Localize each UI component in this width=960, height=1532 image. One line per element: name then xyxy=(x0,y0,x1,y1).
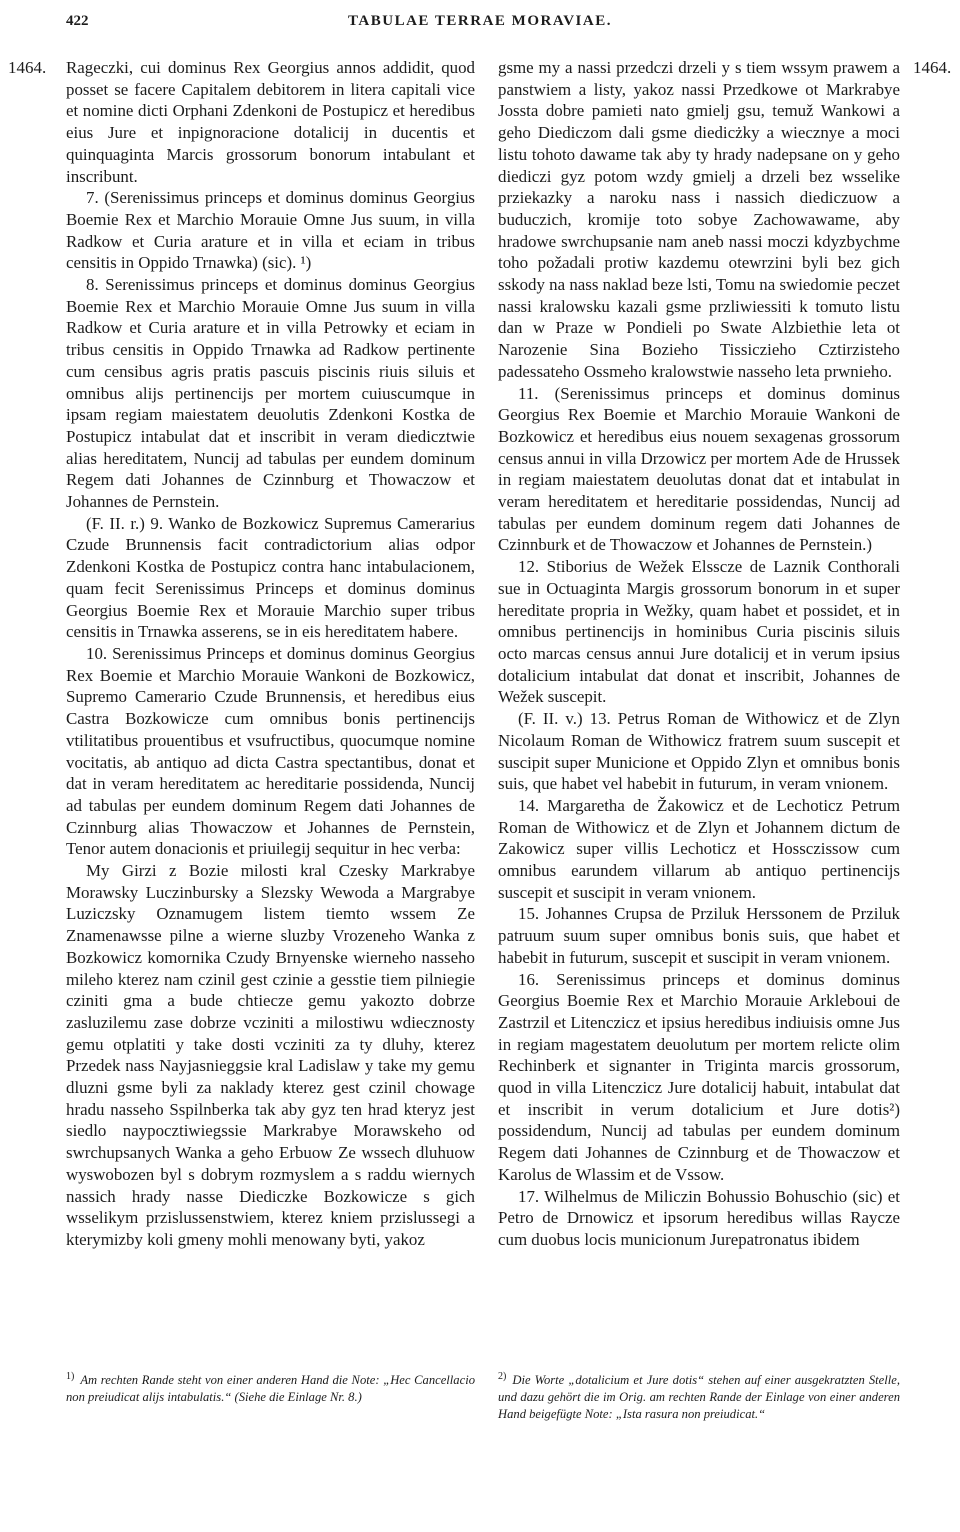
paragraph: 8. Serenissimus princeps et dominus dominus Georgius Boemie Rex et Marchio Morauie Omne Jus suum in villa Radkow et Curia arature et in villa Petrowky et eciam in tribus censitis in Oppido Trnawka ad Radkow pertinente cum censibus agris pratis pascuis piscinis riuis siluis et omnibus alijs pertinencijs per mortem cuiuscumque in ipsam regiam maiestatem deuolutis Zdenkoni Kostka de Postupicz intabulat dat et inscribit in veram diedicztwie alias hereditatem, Nuncij ad tabulas per eundem dominum Regem dati Johannes de Czinnburg et Thowaczow et Johannes de Pernstein. xyxy=(66,275,475,512)
paragraph: (F. II. v.) 13. Petrus Roman de Withowicz et de Zlyn Nicolaum Roman de Withowicz fratrem suum suscepit et suscipit super Municione et Oppido Zlyn et omnibus bonis suis, que habet vel habebit in futurum, in veram vnionem. xyxy=(498,709,900,794)
footnote-left xyxy=(66,1368,475,1406)
running-title: TABULAE TERRAE MORAVIAE. xyxy=(348,13,612,29)
paragraph: 11. (Serenissimus princeps et dominus dominus Georgius Rex Boemie et Marchio Morauie Wankoni de Bozkowicz et heredibus eius nouem sexagenas grossorum census annui in villa Drzowicz per mortem Ade de Hrussek in regiam maiestatem deuolutas donat dat et intabulat in veram hereditatem et hereditarie possidendas, Nuncij ad tabulas per eundem dominum regem dati Johannes de Czinnburk et de Thowaczow et Johannes de Pernstein.) xyxy=(498,383,900,555)
right-column xyxy=(498,57,900,1251)
paragraph: 15. Johannes Crupsa de Prziluk Herssonem de Prziluk patruum suum super omnibus bonis suis, que habet et habebit in futurum, suscepit et suscipit in veram vnionem. xyxy=(498,904,900,967)
paragraph: 14. Margaretha de Žakowicz et de Lechoticz Petrum Roman de Withowicz et de Zlyn et Johannem dictum de Zakowicz super villis Lechoticz et Hossczissow cum omnibus earundem villarum ab antiquo pertinencijs suscepit et suscipit in veram vnionem. xyxy=(498,795,900,902)
paragraph: 10. Serenissimus Princeps et dominus dominus Georgius Rex Boemie et Marchio Morauie Wankoni de Bozkowicz, Supremo Camerario Czude Brunnensis, et heredibus eius Castra Bozkowicze cum omnibus bonis pertinencijs vtilitatibus prouentibus et vsufructibus, quocumque nomine vocitatis, ab antiquo ad dicta Castra spectantibus, donat et dat in veram hereditatem ac hereditarie possidenda, Nuncij ad tabulas per eundem dominum Regem dati Johannes de Czinnburg alias Thowaczow et Johannes de Pernstein, Tenor autem donacionis et priuilegij sequitur in hec verba: xyxy=(66,643,475,859)
paragraph: gsme my a nassi przedczi drzeli y s tiem wssym prawem a panstwiem a listy, yakoz nassi Przedkowe ot Markrabye Jossta dobre pamieti nato gmielj gsu, temuž Wankowi a geho Diediczom dali gsme diedicżky a wiecznye a moci listu tohoto dawame tak aby ty hrady nadepsane on y geho diediczi gyz potom wzdy gmielj a drzeli bez wsselike prziekazky a naroku nass i nassich diediczuow a buduczich, kromije toto sobye Zachowawame, aby hradowe swrchupsanie nam aneb nassi moczi kdyzbychme toho požadali protiw kazdemu otewrzini byli bez gich sskody na nass naklad beze lsti, Tomu na swiedomie peczet nassi kralowsku kazali gsme przliwiessiti k tomuto listu dan w Praze w Pondieli po Swate Alzbiethie leta ot Narozenie Sina Bozieho Tissicziehо Cztirzisteho padessateho Ossmeho kralowstwie nasseho leta prwnieho. xyxy=(498,58,900,381)
paragraph: 16. Serenissimus princeps et dominus dominus Georgius Boemie Rex et Marchio Morauie Arkleboui de Zastrzil et Litenczicz et ipsius heredibus indiuisis omne Jus in regiam magestatem deuolutum per mortem relicte olim Rechinberk et signanter in Triginta marcis grossorum, quod in villa Litenczicz Jure dotalicij habuit, intabulat dat et inscribit in verum dotalicium et Jure dotis²) possidendum, Nuncij ad tabulas per eundem dominum Regem dati Johannes de Czinnburg et de Thowaczow et Karolus de Wlassim et de Vssow. xyxy=(498,969,900,1184)
margin-year-right: 1464. xyxy=(913,58,952,77)
footnote-text: Am rechten Rande steht von einer anderen Hand die Note: „Hec Cancellacio non preiudicat alijs intabulatis.“ (Siehe die Einlage Nr. 8.) xyxy=(66,1373,475,1405)
paragraph: 12. Stiborius de Wežek Elssсze de Laznik Conthorali sue in Octuaginta Margis grossorum bonorum in et super hereditate propria in Wežky, quam habet et possidet, et in omnibus pertinencijs in hominibus Curia piscinis siluis octo marcas census annui Jure dotalicij et in verum ipsius dotalicium intabulat dat donat et inscribit, Johannes de Wežek suscepit. xyxy=(498,557,900,707)
footnote-right xyxy=(498,1368,900,1423)
page-number: 422 xyxy=(66,13,89,29)
paragraph: Rageczki, cui dominus Rex Georgius annos addidit, quod posset se facere Capitalem debitorem in litera capitali vice et nomine dicti Orphani Zdenkoni de Postupicz et heredibus eius Jure et inpignoracione dotalicij in ducentis et quinquaginta Marcis grossorum bonorum intabulant et inscribunt. xyxy=(66,58,475,186)
paragraph: 7. (Serenissimus princeps et dominus dominus Georgius Boemie Rex et Marchio Morauie Omne Jus suum, in villa Radkow et Curia arature et in villa et eciam in tribus censitis in Oppido Trnawka) (sic). ¹) xyxy=(66,188,475,273)
left-column xyxy=(66,57,475,1251)
paragraph: My Girzi z Bozie milosti kral Czesky Markrabye Morawsky Luczinbursky a Slezsky Wewoda a Margrabye Luziczsky Oznamugem listem tiemto wssem Ze Znamenawsse pilne a wierne sluzby Vrozeneho Wanka z Bozkowicz komornika Czudy Brnyenske wierneho nasseho mileho kterez nam czinil gest czinie a gesstie tiem pilniegie cziniti gma a bude chtiecze gemu yakozto dobrze zasluzilemu zase dobrze vcziniti a milostiwu wdiecznosty gemu otplatiti y take dosti vcziniti za ty dluhy, kterez Przedek nass Nayjasnieggsie kral Ladislaw y take my gemu dluzni gsme byli za naklady kterez gest czinil chowage hradu nasseho Sspilnberka tak aby gyz ten hrad kteryz jest siedlo naypocztiwiegssie Markrabye Morawskeho od swrchupsanych Wanka a geho Erbuow Ze wssech dluhuow wyswobozen byl s dobrym rozmyslem a s raddu wiernych nassich hrady nasse Diediczke Bozkowicze s gich wsselikym przislussenstwiem, kterez kniem przislussegi a kterymizby koli gmeny mohli menowany byti, yakoz xyxy=(66,861,475,1249)
footnote-marker: 1) xyxy=(66,1371,75,1382)
footnote-text: Die Worte „dotalicium et Jure dotis“ stehen auf einer ausgekratzten Stelle, und dazu gehört die im Orig. am rechten Rande der Einlage von einer anderen Hand beigefügte Note: „Ista rasura non preiudicat.“ xyxy=(498,1373,900,1422)
paragraph: (F. II. r.) 9. Wanko de Bozkowicz Supremus Camerarius Czude Brunnensis facit contradictorium alias odpor Zdenkoni Kostka de Postupicz contra hanc intabulacionem, quam fecit Serenissimus Princeps et dominus dominus Georgius Boemie Rex et Morauie Marchio super tribus censitis in Trnawka asserens, se in eis hereditatem habere. xyxy=(66,513,475,642)
footnote-marker: 2) xyxy=(498,1371,507,1382)
paragraph: 17. Wilhelmus de Miliczin Bohussio Bohuschio (sic) et Petro de Drnowicz et ipsorum heredibus willas Rayczе cum duobus locis municionum Jurepatronatus ibidem xyxy=(498,1186,900,1249)
margin-year-left: 1464. xyxy=(8,58,47,77)
